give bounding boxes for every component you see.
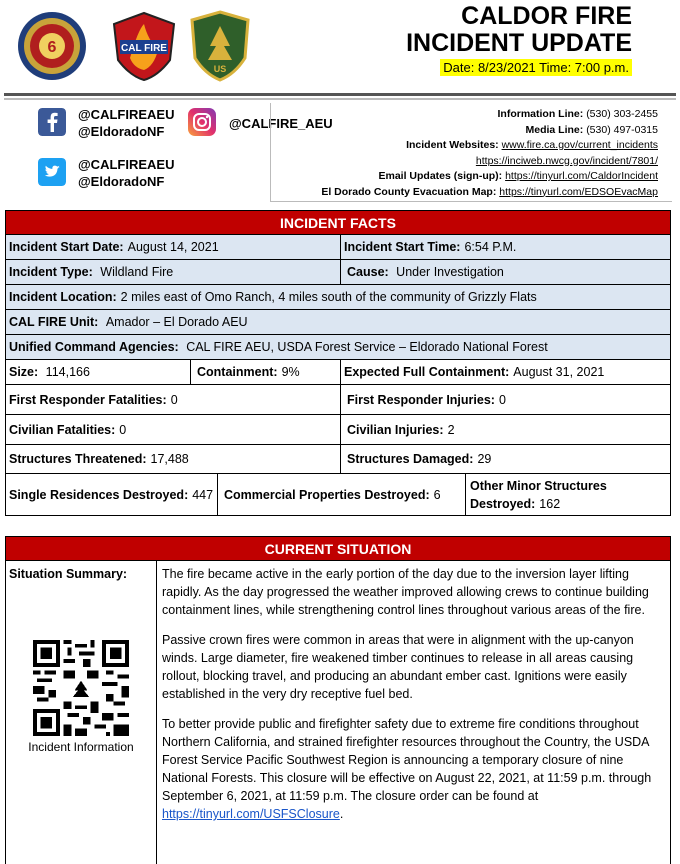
forest-service-logo [184,10,256,82]
facts-row [6,444,670,473]
value: 162 [539,497,561,511]
value: 0 [170,392,178,407]
paragraph-3-text: To better provide public and firefighter safety due to extreme fire conditions throughout Northern California, and strained firefighter resources throughout the Country, the USDA Forest Service Pacific Southwest Region is announcing a temporary closure of nine National Forests. This closure will be effective on August 22, 2021, at 11:59 p.m. through September 6, 2021, at 11:59 p.m. The closure order can be found at [162,717,652,803]
label: Unified Command Agencies: [9,340,179,354]
value: Amador – El Dorado AEU [105,315,248,329]
facts-row [6,259,670,284]
label: Structures Damaged: [347,452,474,466]
date-time-banner: Date: 8/23/2021 Time: 7:00 p.m. [440,59,632,76]
civ-fatalities-cell [6,415,340,444]
agencies-cell [6,335,670,359]
value: 9% [281,365,300,379]
civ-injuries-cell [340,415,670,444]
contact-info [321,107,658,200]
cal-fire-logo [108,10,180,82]
current-situation-heading: CURRENT SITUATION [5,536,671,561]
value: August 14, 2021 [127,240,219,254]
media-line-label: Media Line: [525,123,584,136]
website-link-calfire[interactable]: www.fire.ca.gov/current_incidents [501,139,658,151]
facebook-handle-1[interactable]: @CALFIREAEU [78,107,175,122]
summary-left-col [6,560,156,864]
value: August 31, 2021 [513,365,605,379]
svg-text:6: 6 [47,39,57,56]
facts-row [6,359,670,384]
unit-cell [6,310,670,334]
value: 114,166 [45,365,90,379]
cause-cell [340,260,670,284]
commercial-destroyed-cell [217,474,465,515]
label: Expected Full Containment: [344,365,510,379]
fr-injuries-cell [340,385,670,414]
label: Other Minor Structures [470,479,607,493]
usfs-closure-link[interactable]: https://tinyurl.com/USFSClosure [162,807,340,821]
evac-map-link[interactable]: https://tinyurl.com/EDSOEvacMap [499,185,658,198]
residences-destroyed-cell [6,474,217,515]
start-date-cell [6,235,340,259]
websites-label: Incident Websites: [406,139,499,151]
facts-row [6,334,670,359]
divider [4,93,676,96]
value: 2 [447,422,455,437]
twitter-handle-1[interactable]: @CALFIREAEU [78,157,175,172]
containment-cell [190,360,340,384]
title-line-2: INCIDENT UPDATE [406,29,632,57]
info-line-value: (530) 303-2455 [586,108,658,120]
situation-paragraph-2: Passive crown fires were common in areas that were in alignment with the up-canyon winds. Large diameter, fire weakened timber continues to release in all areas causing rollout, blocking travel, and producing an abundant ember cast. Ignitions were easily established in the very dry receptive fuel bed. [162,633,634,701]
info-line-label: Information Line: [497,108,584,120]
media-line-value: (530) 497-0315 [586,123,658,136]
location-cell [6,285,670,309]
label: Destroyed: [470,497,536,511]
facts-row [6,309,670,334]
situation-paragraph-1: The fire became active in the early portion of the day due to the inversion layer lifting rapidly. As the day progressed the weather improved allowing crews to continue building containment lines, while strengthening control lines throughout various areas of the fire. [162,567,649,617]
fr-fatalities-cell [6,385,340,414]
minor-structures-cell [465,474,670,515]
facebook-icon[interactable] [38,108,66,136]
label: Civilian Fatalities: [9,422,116,437]
value: 2 miles east of Omo Ranch, 4 miles south of the community of Grizzly Flats [120,290,537,304]
size-cell [6,360,190,384]
summary-text [156,560,670,864]
current-situation-table [5,560,671,864]
value: Under Investigation [396,265,504,279]
email-signup-link[interactable]: https://tinyurl.com/CaldorIncident [505,170,658,182]
facebook-handle-2[interactable]: @EldoradoNF [78,124,165,139]
label: Structures Threatened: [9,452,147,466]
label: Civilian Injuries: [347,422,444,437]
value: 6:54 P.M. [464,240,517,254]
svg-text:US: US [213,64,227,74]
website-link-inciweb[interactable]: https://inciweb.nwcg.gov/incident/7801/ [475,154,658,167]
label: Size: [9,365,39,379]
value: 29 [477,452,492,466]
label: Incident Start Date: [9,240,124,254]
label: Incident Location: [9,290,117,304]
facts-row [6,234,670,259]
label: CAL FIRE Unit: [9,315,99,329]
value: CAL FIRE AEU, USDA Forest Service – Eldorado National Forest [186,340,548,354]
label: Containment: [197,365,278,379]
divider [4,98,676,100]
evac-map-label: El Dorado County Evacuation Map: [321,185,497,198]
start-time-cell [340,235,670,259]
facts-row [6,473,670,515]
label: Incident Start Time: [344,240,461,254]
expected-containment-cell [340,360,670,384]
value: 0 [119,422,127,437]
incident-facts-heading: INCIDENT FACTS [5,210,671,235]
label: Single Residences Destroyed: [9,487,189,502]
title-line-1: CALDOR FIRE [461,2,632,30]
label: First Responder Fatalities: [9,392,167,407]
email-updates-label: Email Updates (sign-up): [378,170,503,182]
qr-code[interactable] [33,640,129,736]
instagram-icon[interactable] [188,108,216,136]
situation-summary-label: Situation Summary: [9,567,128,581]
threatened-cell [6,445,340,473]
svg-text:CAL FIRE: CAL FIRE [121,43,167,54]
label: Cause: [347,265,389,279]
qr-caption: Incident Information [28,740,134,754]
facts-row [6,414,670,444]
paragraph-3-end: . [339,807,344,821]
situation-paragraph-3 [162,715,664,823]
value: 6 [433,487,441,502]
twitter-icon[interactable] [38,158,66,186]
value: 0 [498,392,506,407]
incident-type-cell [6,260,340,284]
label: Incident Type: [9,265,93,279]
facts-row [6,284,670,309]
value: Wildland Fire [100,265,174,279]
facts-row [6,384,670,414]
instagram-handle[interactable]: @CALFIRE_AEU [229,116,333,131]
label: First Responder Injuries: [347,392,495,407]
incident-facts-table [5,234,671,516]
value: 17,488 [150,452,189,466]
label: Commercial Properties Destroyed: [224,487,430,502]
twitter-handle-2[interactable]: @EldoradoNF [78,174,165,189]
aeu-patch-logo [16,10,88,82]
damaged-cell [340,445,670,473]
value: 447 [192,487,214,502]
